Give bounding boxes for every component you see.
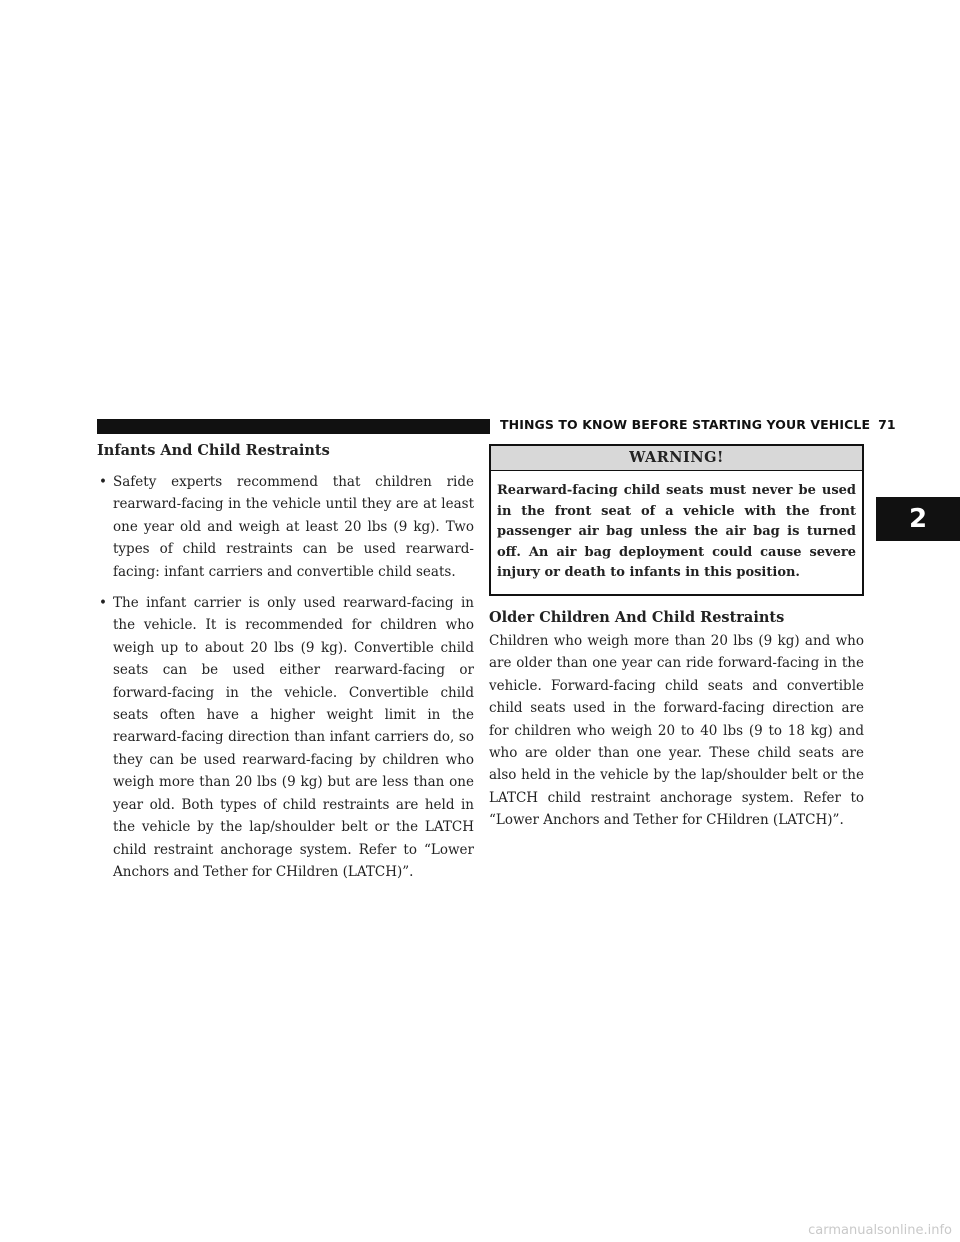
left-column — [97, 441, 474, 892]
bullet-text: Safety experts recommend that children ride rearward-facing in the vehicle until they are at least one year old and weigh at least 20 lbs (9 kg). Two types of child restraints can be used rearward-facing: infant carriers and convertible child seats. — [113, 474, 474, 580]
warning-box — [489, 444, 864, 596]
infants-heading: Infants And Child Restraints — [97, 442, 330, 459]
bullet-icon: • — [99, 595, 107, 612]
header-rule — [97, 419, 490, 434]
chapter-tab: 2 — [876, 497, 960, 541]
running-header — [500, 417, 896, 432]
page-number: 71 — [878, 417, 896, 432]
warning-body: Rearward-facing child seats must never be used in the front seat of a vehicle with the front passenger air bag unless the air bag is turned off. An air bag deployment could cause severe injury or death to infants in this position. — [497, 483, 856, 581]
right-column — [489, 444, 864, 832]
list-item — [97, 592, 474, 883]
bullet-text: The infant carrier is only used rearward-facing in the vehicle. It is recommended for children who weigh up to about 20 lbs (9 kg). Convertible child seats can be used either rearward-facing or forward-facing in the vehicle. Convertible child seats often have a higher weight limit in the rearward-facing direction than infant carriers do, so they can be used rearward-facing by children who weigh more than 20 lbs (9 kg) but are less than one year old. Both types of child restraints are held in the vehicle by the lap/shoulder belt or the LATCH child restraint anchorage system. Refer to “Lower Anchors and Tether for CHildren (LATCH)”. — [113, 595, 474, 880]
watermark: carmanualsonline.info — [808, 1223, 952, 1238]
list-item — [97, 471, 474, 583]
older-children-heading: Older Children And Child Restraints — [489, 608, 785, 626]
warning-title: WARNING! — [491, 446, 862, 471]
section-title: THINGS TO KNOW BEFORE STARTING YOUR VEHICLE — [500, 417, 871, 432]
older-children-paragraph: Children who weigh more than 20 lbs (9 kg) and who are older than one year can ride forward-facing in the vehicle. Forward-facing child seats and convertible child seats used in the forward-facing direction are for children who weigh 20 to 40 lbs (9 to 18 kg) and who are older than one year. These child seats are also held in the vehicle by the lap/shoulder belt or the LATCH child restraint anchorage system. Refer to “Lower Anchors and Tether for CHildren (LATCH)”. — [489, 632, 864, 829]
infant-bullet-list — [97, 471, 474, 883]
bullet-icon: • — [99, 474, 107, 490]
